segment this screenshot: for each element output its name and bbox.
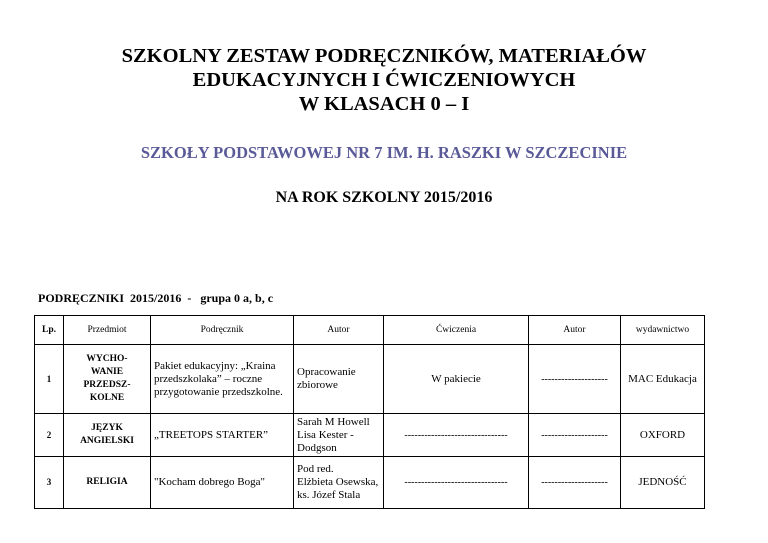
cell-przedmiot: RELIGIA: [64, 457, 151, 509]
title-line-1: SZKOLNY ZESTAW PODRĘCZNIKÓW, MATERIAŁÓW: [121, 45, 647, 67]
cell-autor-2: --------------------: [529, 345, 621, 414]
cell-autor: Sarah M Howell Lisa Kester - Dodgson: [294, 414, 384, 457]
header-autor-2: Autor: [529, 316, 621, 345]
cell-autor: Pod red. Elżbieta Osewska, ks. Józef Stala: [294, 457, 384, 509]
cell-wydawnictwo: JEDNOŚĆ: [621, 457, 705, 509]
table-row: [35, 414, 705, 457]
document-title: [0, 44, 768, 116]
header-wydawnictwo: wydawnictwo: [621, 316, 705, 345]
school-year: NA ROK SZKOLNY 2015/2016: [275, 189, 493, 206]
cell-autor-2: --------------------: [529, 457, 621, 509]
cell-podrecznik: "Kocham dobrego Boga": [151, 457, 294, 509]
cell-przedmiot: WYCHO- WANIE PRZEDSZ- KOLNE: [64, 345, 151, 414]
cell-autor: Opracowanie zbiorowe: [294, 345, 384, 414]
cell-cwiczenia: -------------------------------: [384, 457, 529, 509]
cell-cwiczenia: -------------------------------: [384, 414, 529, 457]
cell-lp: 2: [35, 414, 64, 457]
cell-podrecznik: Pakiet edukacyjny: „Kraina przedszkolaka” – roczne przygotowanie przedszkolne.: [151, 345, 294, 414]
title-line-2: EDUKACYJNYCH I ĆWICZENIOWYCH: [192, 69, 576, 91]
textbooks-table: [34, 315, 705, 509]
cell-przedmiot: JĘZYK ANGIELSKI: [64, 414, 151, 457]
school-name: SZKOŁY PODSTAWOWEJ NR 7 IM. H. RASZKI W SZCZECINIE: [140, 143, 628, 162]
section-title: PODRĘCZNIKI 2015/2016 - grupa 0 a, b, c: [38, 291, 274, 305]
header-cwiczenia: Ćwiczenia: [384, 316, 529, 345]
header-przedmiot: Przedmiot: [64, 316, 151, 345]
cell-lp: 1: [35, 345, 64, 414]
header-autor: Autor: [294, 316, 384, 345]
table-header-row: [35, 316, 705, 345]
header-podrecznik: Podręcznik: [151, 316, 294, 345]
cell-cwiczenia: W pakiecie: [384, 345, 529, 414]
header-lp: Lp.: [35, 316, 64, 345]
title-line-3: W KLASACH 0 – I: [298, 93, 470, 115]
cell-podrecznik: „TREETOPS STARTER”: [151, 414, 294, 457]
cell-wydawnictwo: MAC Edukacja: [621, 345, 705, 414]
table-row: [35, 457, 705, 509]
cell-autor-2: --------------------: [529, 414, 621, 457]
cell-lp: 3: [35, 457, 64, 509]
table-row: [35, 345, 705, 414]
cell-wydawnictwo: OXFORD: [621, 414, 705, 457]
